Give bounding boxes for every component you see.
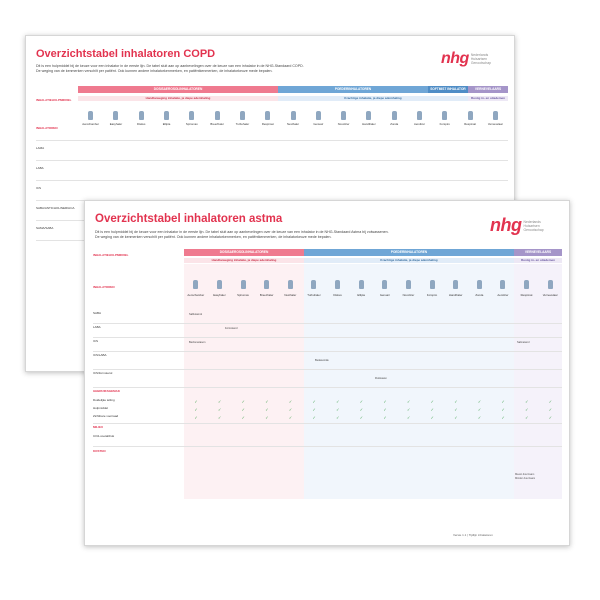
astma-inhaler-icons	[184, 269, 562, 289]
astma-header-vernevelaars: VERNEVELAARS	[514, 249, 562, 256]
astma-cell: Beclometason	[189, 341, 206, 344]
copd-inhaler-name: Vernevelaar	[487, 122, 503, 126]
astma-title: Overzichtstabel inhalatoren astma	[95, 213, 283, 225]
check-icon: ✓	[548, 399, 553, 404]
copd-header-dosisaerosol: DOSISAEROSOLINHALATOREN	[78, 86, 278, 93]
astma-inhaler-name: Respimat	[520, 293, 533, 297]
check-icon: ✓	[430, 415, 434, 420]
check-icon: ✓	[241, 407, 245, 412]
copd-inhaler-icon	[483, 106, 508, 120]
check-icon: ✓	[336, 407, 340, 412]
astma-inhaler-icon	[444, 269, 468, 289]
check-icon: ✓	[477, 415, 482, 420]
check-icon: ✓	[288, 399, 293, 404]
astma-inhaler-icon	[515, 269, 539, 289]
check-icon: ✓	[477, 407, 482, 412]
astma-row-line	[93, 387, 562, 388]
check-icon: ✓	[194, 415, 198, 420]
astma-inhaler-icon	[279, 269, 303, 289]
astma-footer: Versie 1.1 | Tijdlijn inhalatoren	[453, 533, 493, 537]
astma-row-line	[93, 423, 562, 424]
check-icon: ✓	[477, 399, 482, 404]
copd-row-line	[36, 140, 508, 141]
check-icon: ✓	[312, 407, 316, 412]
copd-inhaler-name: Ellipta	[162, 122, 171, 126]
astma-row-line	[93, 369, 562, 370]
check-icon: ✓	[406, 399, 411, 404]
astma-inhaler-icon	[491, 269, 515, 289]
copd-inhaler-icon	[356, 106, 381, 120]
astma-header-poeder: POEDERINHALATOREN	[304, 249, 514, 256]
astma-inhaler-icon	[468, 269, 492, 289]
astma-row-line	[93, 323, 562, 324]
check-icon: ✓	[241, 399, 245, 404]
copd-inhaler-name: Genuair	[313, 122, 324, 126]
copd-inhaler-name: Aerochamber	[82, 122, 100, 126]
astma-inhaler-name: Handihaler	[448, 293, 463, 297]
copd-inhaler-icon	[280, 106, 305, 120]
check-icon: ✓	[406, 407, 411, 412]
check-icon: ✓	[336, 415, 340, 420]
check-icon: ✓	[265, 399, 269, 404]
astma-cell: Formoterol	[225, 327, 238, 330]
check-icon: ✓	[501, 415, 505, 420]
astma-row-line	[93, 337, 562, 338]
astma-inhaler-name: Diskus	[333, 293, 342, 297]
copd-title: Overzichtstabel inhalatoren COPD	[36, 48, 216, 60]
copd-inhaler-icon	[230, 106, 255, 120]
check-icon: ✓	[241, 415, 245, 420]
check-icon: ✓	[383, 415, 387, 420]
copd-inhaler-icon	[179, 106, 204, 120]
astma-inhaler-name: Ellipta	[357, 293, 365, 297]
check-icon: ✓	[383, 399, 387, 404]
copd-header-poeder: POEDERINHALATOREN	[278, 86, 428, 93]
astma-inhaler-name: Vernevelaar	[542, 293, 558, 297]
astma-inhaler-name: Nexthaler	[284, 293, 297, 297]
copd-header-softmist: SOFTMIST INHALATOR	[428, 86, 468, 93]
astma-nhg-logo: nhg Nederlands Huisartsen Genootschap	[490, 215, 544, 235]
check-icon: ✓	[430, 399, 434, 404]
astma-inhaler-icon	[231, 269, 255, 289]
copd-inhaler-icon	[78, 106, 103, 120]
check-icon: ✓	[501, 399, 505, 404]
astma-row-line	[93, 446, 562, 447]
check-icon: ✓	[406, 415, 411, 420]
copd-row-line	[36, 160, 508, 161]
copd-inhaler-icon	[407, 106, 432, 120]
check-icon: ✓	[194, 407, 198, 412]
copd-intro: Dit is een hulpmiddel bij de keuze voor een inhalator in de eerste lijn. De tabel sluit aan op aanbevelingen over de keuze van een inhalator in de NHG-Standaard COPD. De weging van de kenmerken verschilt per patiënt. Ook kunnen andere inhalatorkenmerken, en patiëntkenmerken, de inhalatorkeuze mede bepalen.	[36, 64, 304, 73]
copd-inhaler-icon	[306, 106, 331, 120]
check-icon: ✓	[525, 399, 529, 404]
copd-inhaler-icon	[154, 106, 179, 120]
astma-inhaler-icon	[255, 269, 279, 289]
check-icon: ✓	[548, 407, 553, 412]
astma-header-dosisaerosol: DOSISAEROSOLINHALATOREN	[184, 249, 304, 256]
check-icon: ✓	[501, 407, 505, 412]
check-icon: ✓	[430, 407, 434, 412]
copd-inhaler-icon	[331, 106, 356, 120]
astma-inhaler-icon	[326, 269, 350, 289]
copd-row-line	[36, 180, 508, 181]
astma-inhaler-name: Aerolizer	[497, 293, 509, 297]
check-icon: ✓	[265, 415, 269, 420]
astma-inhaler-icon	[302, 269, 326, 289]
copd-inhaler-icon	[129, 106, 154, 120]
check-icon: ✓	[336, 399, 340, 404]
astma-inhaler-name: Genuair	[379, 293, 390, 297]
check-icon: ✓	[359, 399, 364, 404]
copd-inhaler-name: Novolizer	[337, 122, 350, 126]
copd-row-labels: INHALATIEHULPMIDDEL INHALATOREN LAMA LABA ICS SABA/ANTICHOLINERGICA SAMA/SABA	[36, 98, 75, 230]
copd-inhaler-name: Zonda	[390, 122, 399, 126]
astma-inhaler-icon	[373, 269, 397, 289]
check-icon: ✓	[359, 407, 364, 412]
astma-inhaler-names	[184, 293, 562, 298]
copd-inhaler-icon	[103, 106, 128, 120]
check-icon: ✓	[312, 399, 316, 404]
copd-inhaler-icon	[432, 106, 457, 120]
check-icon: ✓	[265, 407, 269, 412]
check-icon: ✓	[454, 407, 458, 412]
copd-inhaler-name: Diskus	[137, 122, 146, 126]
copd-inhaler-name: Spiromax	[185, 122, 198, 126]
copd-inhaler-name: Easyhaler	[109, 122, 123, 126]
astma-inhaler-name: Forspiro	[426, 293, 438, 297]
astma-inhaler-icon	[420, 269, 444, 289]
check-icon: ✓	[288, 415, 293, 420]
astma-inhaler-icon	[538, 269, 562, 289]
copd-inhaler-name: Handihaler	[362, 122, 376, 126]
check-icon: ✓	[454, 415, 458, 420]
copd-inhaler-name: Respimat	[464, 122, 477, 126]
astma-intro: Dit is een hulpmiddel bij de keuze voor een inhalator in de eerste lijn. De tabel sluit aan op aanbevelingen over de keuze van een inhalator in de NHG-Standaard Astma bij volwassenen. De weging van de kenmerken verschilt per patiënt. Ook kunnen andere inhalatorkenmerken, en patiëntkenmerken, de inhalatorkeuze mede bepalen.	[95, 230, 389, 239]
astma-inhaler-icon	[184, 269, 208, 289]
copd-subheader-2: Krachtige inhalatie, ja diepe ademhaling	[278, 96, 468, 101]
copd-inhaler-name: Turbuhaler	[235, 122, 250, 126]
astma-zone-vernevelaars	[514, 264, 562, 499]
astma-zone-poeder	[304, 264, 514, 499]
copd-inhaler-icons	[78, 106, 508, 120]
copd-subheader-3: Rustig in- en uitademen	[468, 96, 508, 101]
check-icon: ✓	[454, 399, 458, 404]
copd-subheader-1: Handbeweging inhalatie, ja diepe ademhaling	[78, 96, 278, 101]
copd-inhaler-names	[78, 122, 508, 127]
astma-inhaler-name: Easyhaler	[213, 293, 226, 297]
check-icon: ✓	[312, 415, 316, 420]
astma-row-labels: INHALATIEHULPMIDDEL INHALATOREN SABA LABA ICS ICS/LABA ICS/formoterol GEBRUIKSGEMAK Duidelijke telling Hulpmiddel Zichtbare voorraad MILIEU CO2-voetafdruk KOSTEN	[93, 253, 129, 453]
copd-inhaler-icon	[204, 106, 229, 120]
copd-header-vernevelaars: VERNEVELAARS	[468, 86, 508, 93]
copd-inhaler-name: Breezhaler	[210, 122, 224, 126]
check-icon: ✓	[548, 415, 553, 420]
astma-inhaler-name: Aerochamber	[187, 293, 205, 297]
astma-inhaler-icon	[349, 269, 373, 289]
astma-subheader-3: Rustig in- en uitademen	[514, 258, 562, 263]
copd-inhaler-icon	[457, 106, 482, 120]
copd-inhaler-icon	[382, 106, 407, 120]
check-icon: ✓	[288, 407, 293, 412]
copd-inhaler-name: Respimat	[261, 122, 274, 126]
copd-inhaler-name: Aerolizer	[413, 122, 426, 126]
check-icon: ✓	[525, 407, 529, 412]
astma-cell: Salmeterol	[517, 341, 530, 344]
copd-inhaler-name: Forspiro	[439, 122, 450, 126]
astma-row-line	[93, 351, 562, 352]
astma-inhaler-icon	[208, 269, 232, 289]
astma-sheet	[84, 200, 570, 546]
copd-nhg-logo: nhg Nederlands Huisartsen Genootschap	[441, 50, 491, 67]
astma-inhaler-name: Novolizer	[402, 293, 415, 297]
astma-inhaler-name: Spiromax	[237, 293, 249, 297]
astma-cell: Salbutamol	[189, 313, 202, 316]
check-icon: ✓	[383, 407, 387, 412]
check-icon: ✓	[194, 399, 198, 404]
astma-inhaler-icon	[397, 269, 421, 289]
astma-subheader-2: Krachtige inhalatie, ja diepe ademhaling	[304, 258, 514, 263]
check-icon: ✓	[217, 407, 222, 412]
copd-inhaler-icon	[255, 106, 280, 120]
astma-legend: Meest duurzaam Minder duurzaam	[515, 473, 536, 480]
check-icon: ✓	[359, 415, 364, 420]
check-icon: ✓	[525, 415, 529, 420]
astma-subheader-1: Handbeweging inhalatie, ja diepe ademhaling	[184, 258, 304, 263]
astma-cell: Budesonide	[315, 359, 329, 362]
check-icon: ✓	[217, 415, 222, 420]
astma-inhaler-name: Breezhaler	[259, 293, 274, 297]
copd-inhaler-name: Nexthaler	[287, 122, 300, 126]
check-icon: ✓	[217, 399, 222, 404]
astma-inhaler-name: Zonda	[475, 293, 484, 297]
astma-inhaler-name: Turbuhaler	[307, 293, 321, 297]
astma-cell: Fluticason	[375, 377, 387, 380]
astma-zone-dosisaerosol	[184, 264, 304, 499]
